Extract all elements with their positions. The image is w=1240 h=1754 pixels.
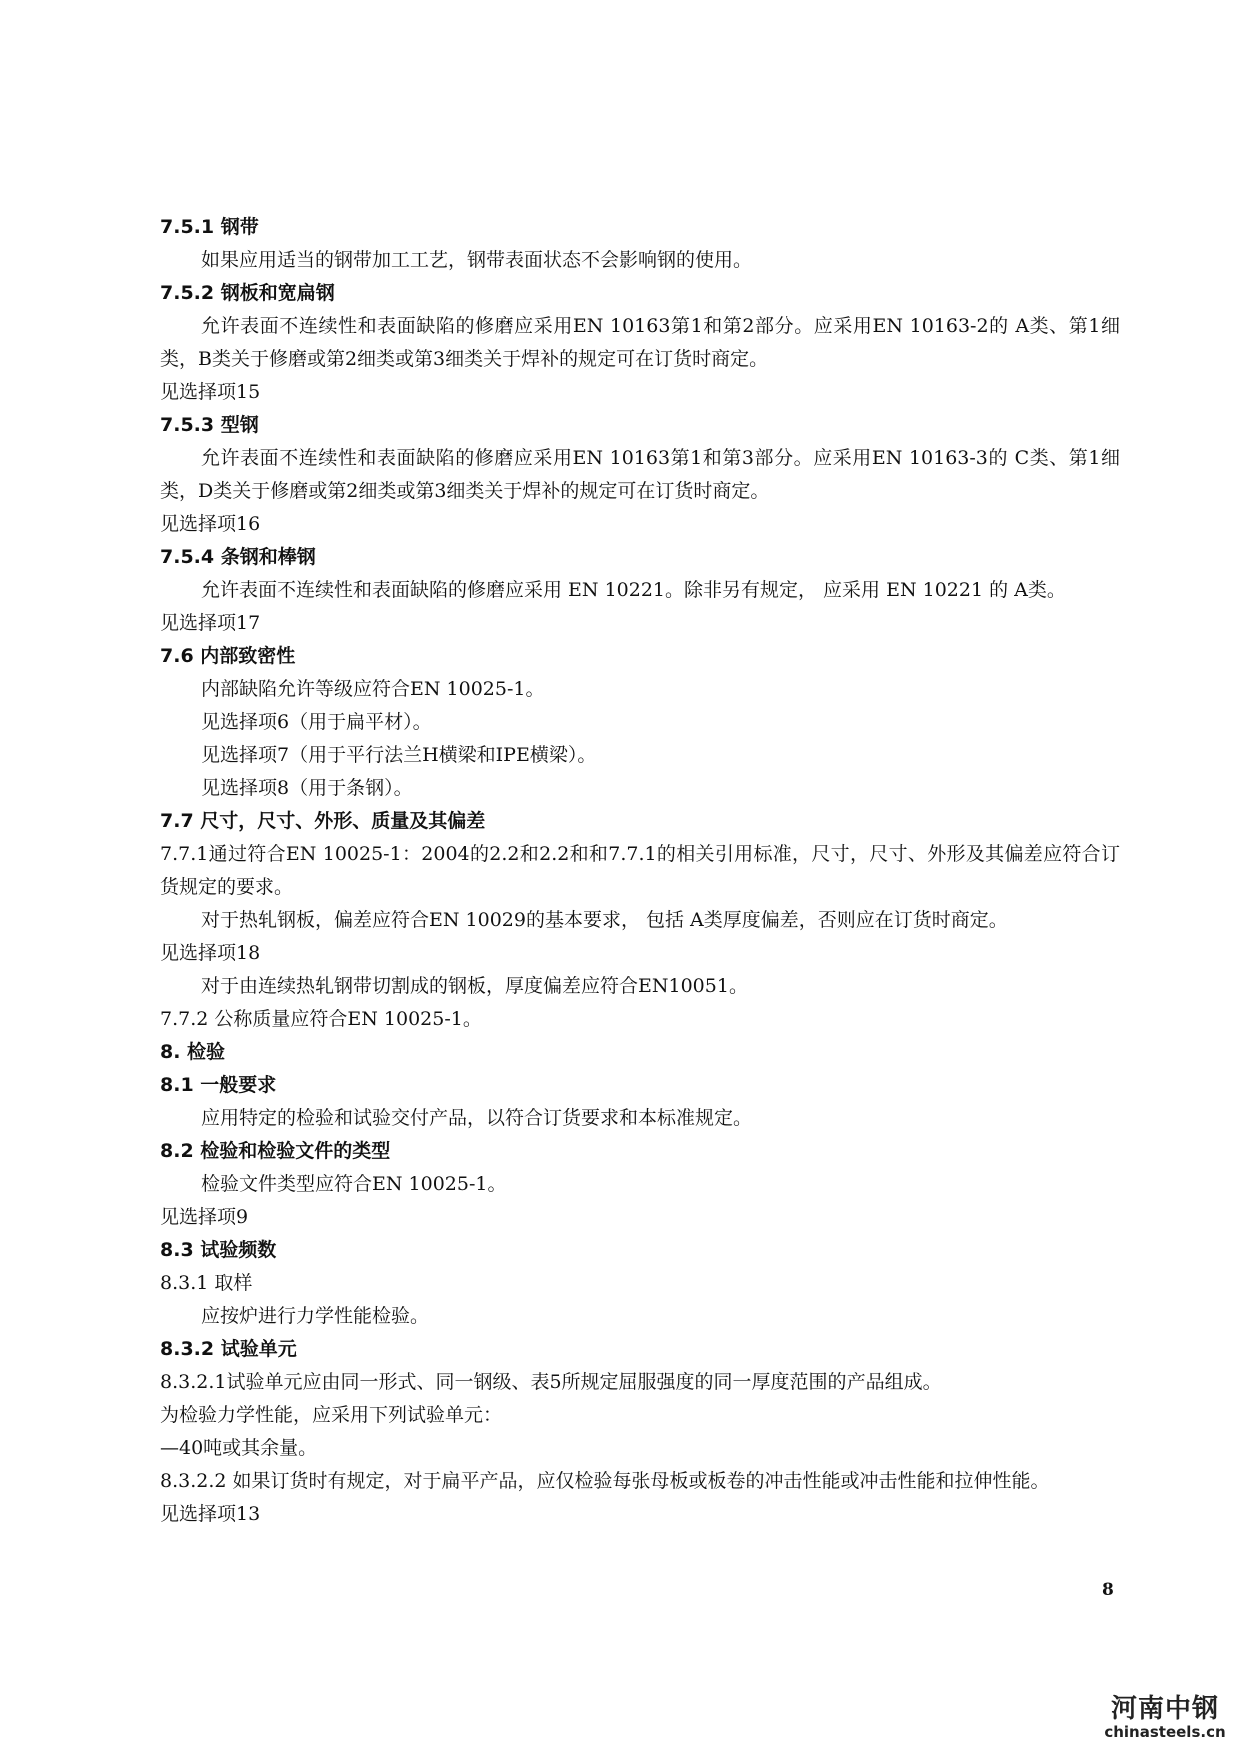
section-heading: 7.7 尺寸，尺寸、外形、质量及其偏差: [160, 810, 486, 832]
watermark-url: chinasteels.cn: [1104, 1723, 1226, 1741]
paragraph: 内部缺陷允许等级应符合EN 10025-1。: [201, 678, 545, 700]
paragraph: 见选择项15: [160, 381, 261, 403]
paragraph: 允许表面不连续性和表面缺陷的修磨应采用 EN 10221。除非另有规定， 应采用 EN 10221 的 A类。: [201, 579, 1066, 601]
section-heading: 7.5.2 钢板和宽扁钢: [160, 282, 335, 304]
paragraph: 应按炉进行力学性能检验。: [201, 1305, 430, 1327]
paragraph: 7.7.2 公称质量应符合EN 10025-1。: [160, 1008, 482, 1030]
paragraph: 应用特定的检验和试验交付产品，以符合订货要求和本标准规定。: [201, 1107, 753, 1129]
section-heading: 8.3 试验频数: [160, 1239, 277, 1261]
section-heading: 7.5.1 钢带: [160, 216, 259, 238]
page-number: 8: [1102, 1580, 1114, 1600]
paragraph: 见选择项7（用于平行法兰H横梁和IPE横梁）。: [201, 744, 597, 766]
paragraph: 对于由连续热轧钢带切割成的钢板，厚度偏差应符合EN10051。: [201, 975, 748, 997]
paragraph: 见选择项16: [160, 513, 261, 535]
paragraph: 见选择项18: [160, 942, 261, 964]
paragraph: 8.3.2.1试验单元应由同一形式、同一钢级、表5所规定屈服强度的同一厚度范围的产品组成。: [160, 1371, 942, 1393]
section-heading: 8.2 检验和检验文件的类型: [160, 1140, 391, 1162]
paragraph: —40吨或其余量。: [160, 1437, 318, 1459]
paragraph: 见选择项17: [160, 612, 261, 634]
section-heading: 7.5.4 条钢和棒钢: [160, 546, 316, 568]
paragraph: 见选择项9: [160, 1206, 249, 1228]
paragraph: 检验文件类型应符合EN 10025-1。: [201, 1173, 507, 1195]
watermark-chinese: 河南中钢: [1110, 1694, 1219, 1724]
section-heading: 8. 检验: [160, 1041, 226, 1063]
paragraph: 见选择项13: [160, 1503, 261, 1525]
section-heading: 8.3.2 试验单元: [160, 1338, 297, 1360]
section-heading: 8.1 一般要求: [160, 1074, 277, 1096]
paragraph: 7.7.1通过符合EN 10025-1：2004的2.2和2.2和和7.7.1的相关引用标准，尺寸，尺寸、外形及其偏差应符合订货规定的要求。: [160, 843, 1120, 898]
paragraph: 对于热轧钢板，偏差应符合EN 10029的基本要求， 包括 A类厚度偏差，否则应在订货时商定。: [201, 909, 1008, 931]
paragraph: 8.3.1 取样: [160, 1272, 253, 1294]
section-heading: 7.6 内部致密性: [160, 645, 296, 667]
document-body: [160, 211, 1120, 1531]
paragraph: 见选择项6（用于扁平材）。: [201, 711, 432, 733]
paragraph: 如果应用适当的钢带加工工艺，钢带表面状态不会影响钢的使用。: [201, 249, 753, 271]
paragraph: 允许表面不连续性和表面缺陷的修磨应采用EN 10163第1和第2部分。应采用EN 10163-2的 A类、第1细类，B类关于修磨或第2细类或第3细类关于焊补的规定可在订货时商定。: [160, 315, 1120, 370]
paragraph: 为检验力学性能，应采用下列试验单元：: [160, 1404, 503, 1426]
watermark-logo: [1090, 1695, 1240, 1741]
paragraph: 允许表面不连续性和表面缺陷的修磨应采用EN 10163第1和第3部分。应采用EN 10163-3的 C类、第1细类，D类关于修磨或第2细类或第3细类关于焊补的规定可在订货时商定。: [160, 447, 1120, 502]
paragraph: 见选择项8（用于条钢）。: [201, 777, 413, 799]
paragraph: 8.3.2.2 如果订货时有规定，对于扁平产品，应仅检验每张母板或板卷的冲击性能或冲击性能和拉伸性能。: [160, 1470, 1050, 1492]
section-heading: 7.5.3 型钢: [160, 414, 259, 436]
